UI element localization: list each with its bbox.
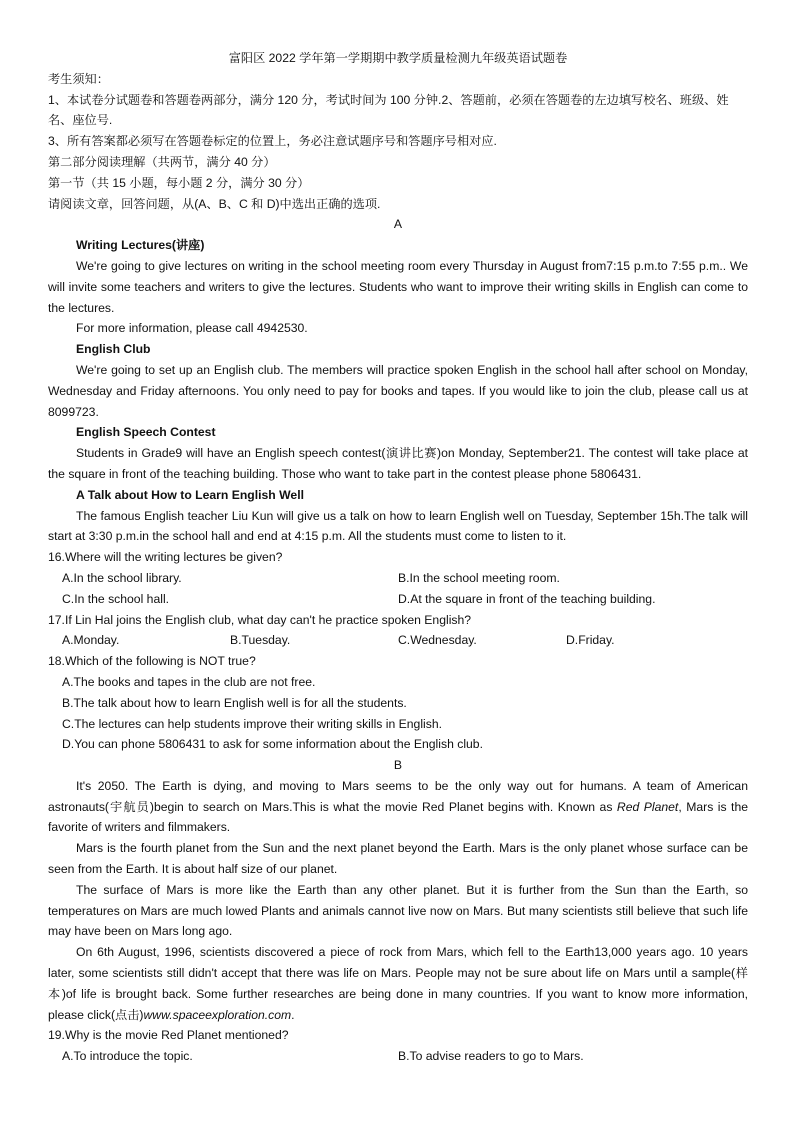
question-17-option-c: C.Wednesday.: [398, 633, 477, 648]
question-18-option-c: C.The lectures can help students improve their writing skills in English.: [62, 716, 443, 731]
passage-b-para-4-tail: .: [291, 1007, 295, 1022]
passage-b-para-1-tail: , Mars is the favorite of writers and filmmakers.: [48, 799, 748, 835]
question-18-option-b: B.The talk about how to learn English well is for all the students.: [62, 695, 407, 710]
passage-a-heading-2: English Club: [76, 342, 151, 357]
question-19-option-a: A.To introduce the topic.: [62, 1049, 193, 1064]
passage-b-para-3: The surface of Mars is more like the Earth than any other planet. But it is further from the Sun than the Earth, so temperatures on Mars are much lowed Plants and animals cannot live now on Mars. But many scientists still believe that such life may have been on Mars long ago.: [48, 882, 748, 939]
question-17-option-d: D.Friday.: [566, 633, 615, 648]
section-instruction: 请阅读文章，回答问题，从(A、B、C 和 D)中选出正确的选项.: [48, 196, 381, 211]
question-16-stem: 16.Where will the writing lectures be given?: [48, 550, 283, 565]
question-17-option-a: A.Monday.: [62, 633, 120, 648]
passage-a-para-1: We're going to give lectures on writing in the school meeting room every Thursday in August from7:15 p.m.to 7:55 p.m.. We will invite some teachers and writers to give the lectures. Students who want to improve their writing skills in English can come to the lectures.: [48, 258, 748, 315]
question-17-options: [48, 630, 748, 651]
passage-b-para-4-text: On 6th August, 1996, scientists discovered a piece of rock from Mars, which fell to the Earth13,000 years ago. 10 years later, some scientists still didn't accept that there was life on Mars. People may not be sure about life on Mars until a sample(样本)of life is brought back. Some further researches are being done in many countries. If you want to know more information, please click(点击): [48, 945, 748, 1022]
question-18-option-a: A.The books and tapes in the club are not free.: [62, 674, 316, 689]
question-16-options-row-1: [48, 568, 748, 589]
section-part: 第二部分阅读理解（共两节，满分 40 分）: [48, 154, 276, 169]
question-19-options-row-1: [48, 1046, 748, 1067]
passage-b-para-2: Mars is the fourth planet from the Sun and the next planet beyond the Earth. Mars is the only planet whose surface can be seen from the Earth. It is about half size of our planet.: [48, 841, 748, 877]
question-17-option-b: B.Tuesday.: [230, 633, 291, 648]
passage-a-heading-3: English Speech Contest: [76, 425, 216, 440]
question-18-stem: 18.Which of the following is NOT true?: [48, 654, 256, 669]
question-16-option-a: A.In the school library.: [62, 570, 182, 585]
page-title: 富阳区 2022 学年第一学期期中教学质量检测九年级英语试题卷: [228, 51, 568, 65]
passage-b-para-1-italic: Red Planet: [616, 799, 679, 814]
passage-b-label: B: [393, 758, 403, 773]
passage-b-para-1: [48, 776, 748, 838]
passage-a-heading-4: A Talk about How to Learn English Well: [76, 487, 304, 502]
question-16-options-row-2: [48, 589, 748, 610]
question-16-option-d: D.At the square in front of the teaching building.: [398, 591, 656, 606]
question-16-option-c: C.In the school hall.: [62, 591, 170, 606]
passage-b-website-link[interactable]: www.spaceexploration.com: [143, 1007, 292, 1022]
passage-a-para-4: The famous English teacher Liu Kun will give us a talk on how to learn English well on Tuesday, September 15h.The talk will start at 3:30 p.m.in the school hall and end at 4:15 p.m. All the students must come to listen to it.: [48, 508, 748, 544]
passage-a-para-1b: For more information, please call 4942530.: [76, 321, 308, 336]
section-subsection: 第一节（共 15 小题，每小题 2 分，满分 30 分）: [48, 175, 310, 190]
question-16-option-b: B.In the school meeting room.: [398, 570, 560, 585]
question-19-option-b: B.To advise readers to go to Mars.: [398, 1049, 584, 1064]
notice-item-1: 1、本试卷分试题卷和答题卷两部分，满分 120 分，考试时间为 100 分钟.2、答题前，必须在答题卷的左边填写校名、班级、姓名、座位号.: [48, 92, 729, 128]
passage-b-para-1-text: It's 2050. The Earth is dying, and moving to Mars seems to be the only way out for humans. A team of American astronauts(宇航员)begin to search on Mars.This is what the movie Red Planet begins with. Known as: [48, 778, 748, 814]
notice-label: 考生须知：: [48, 71, 109, 86]
passage-a-heading-1: Writing Lectures(讲座): [76, 238, 205, 253]
question-19-stem: 19.Why is the movie Red Planet mentioned?: [48, 1028, 289, 1043]
question-17-stem: 17.If Lin Hal joins the English club, what day can't he practice spoken English?: [48, 612, 472, 627]
passage-b-para-4: [48, 942, 748, 1025]
passage-a-para-2: We're going to set up an English club. The members will practice spoken English in the school hall after school on Monday, Wednesday and Friday afternoons. You only need to pay for books and tapes. If you would like to join the club, please call us at 8099723.: [48, 362, 748, 419]
question-18-option-d: D.You can phone 5806431 to ask for some information about the English club.: [62, 737, 483, 752]
notice-item-2: 3、所有答案都必须写在答题卷标定的位置上，务必注意试题序号和答题序号相对应.: [48, 134, 497, 149]
passage-a-label: A: [393, 217, 403, 232]
passage-a-para-3: Students in Grade9 will have an English speech contest(演讲比赛)on Monday, September21. The contest will take place at the square in front of the teaching building. Those who want to take part in the contest please phone 5806431.: [48, 446, 748, 481]
